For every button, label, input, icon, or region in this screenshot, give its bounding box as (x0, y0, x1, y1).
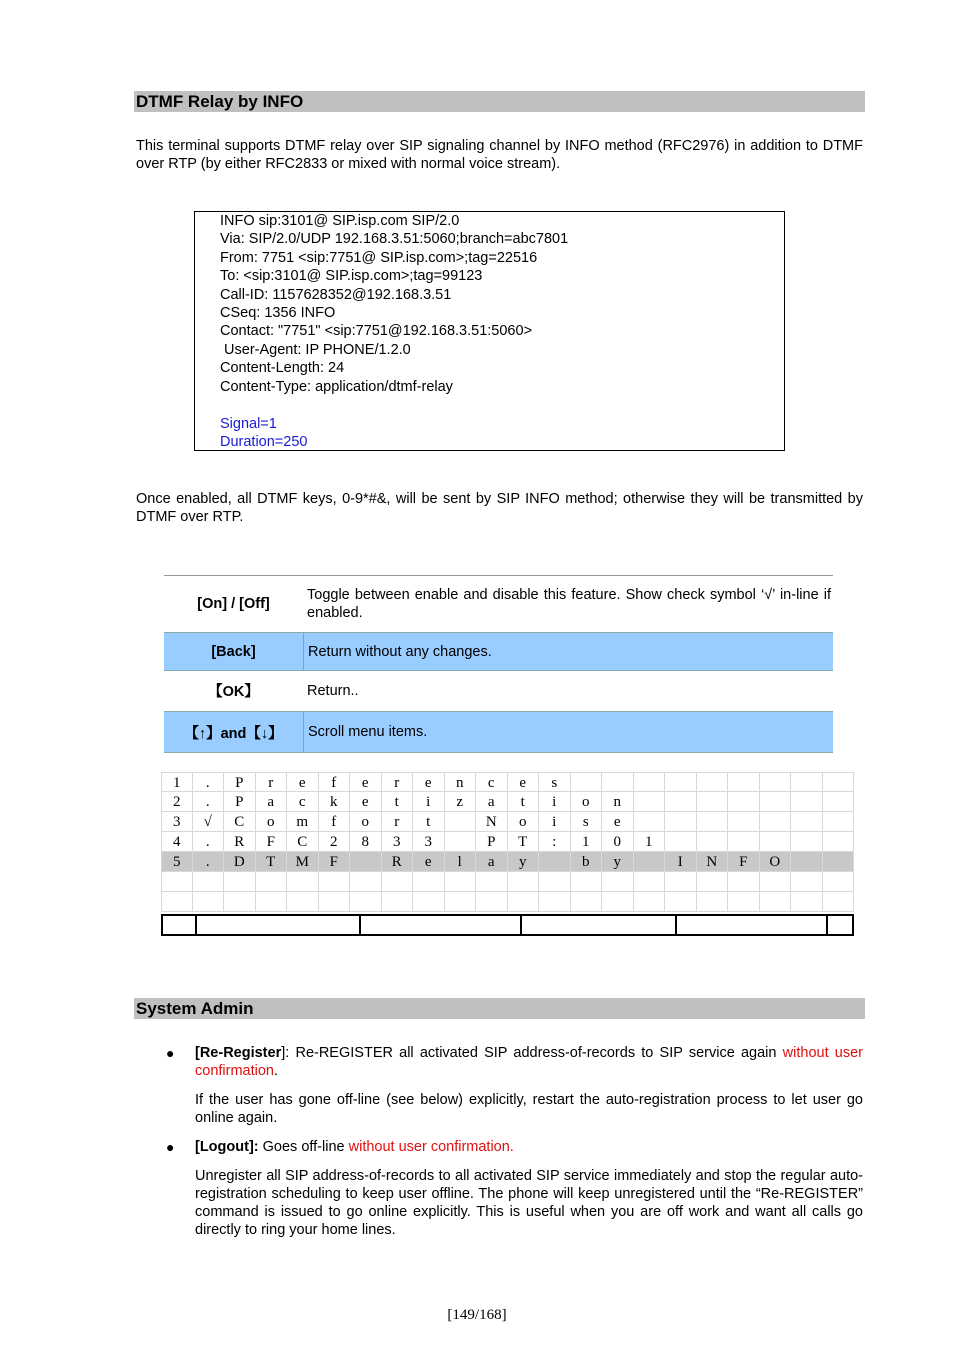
lcd-char-cell: f (319, 812, 351, 832)
lcd-char-cell: o (350, 812, 382, 832)
lcd-char-cell: e (287, 772, 319, 792)
lcd-char-cell: √ (193, 812, 225, 832)
lcd-char-cell (539, 872, 571, 892)
lcd-char-cell: C (287, 832, 319, 852)
lcd-char-cell: T (256, 852, 288, 872)
sip-line: Content-Length: 24 (220, 360, 345, 376)
lcd-char-cell: . (193, 792, 225, 812)
lcd-char-cell: k (319, 792, 351, 812)
lcd-char-cell: t (508, 792, 540, 812)
lcd-char-cell: o (508, 812, 540, 832)
lcd-char-cell: 3 (161, 812, 193, 832)
item-label: [Logout]: (195, 1139, 259, 1155)
lcd-char-cell: o (256, 812, 288, 832)
bullet-icon: ● (166, 1139, 175, 1155)
lcd-char-cell (697, 832, 729, 852)
lcd-char-cell (571, 772, 603, 792)
lcd-char-cell: 0 (602, 832, 634, 852)
lcd-char-cell: 2 (161, 792, 193, 812)
lcd-char-cell (224, 892, 256, 912)
lcd-char-cell (791, 872, 823, 892)
lcd-softkey-bar (161, 914, 854, 936)
section-title-dtmf-relay: DTMF Relay by INFO (134, 91, 865, 112)
lcd-char-cell (728, 872, 760, 892)
option-key: 【OK】 (208, 684, 259, 700)
lcd-char-cell (760, 772, 792, 792)
sip-line: Contact: "7751" <sip:7751@192.168.3.51:5060> (220, 323, 533, 339)
lcd-char-cell (350, 892, 382, 912)
lcd-char-cell (665, 872, 697, 892)
lcd-char-cell: c (476, 772, 508, 792)
lcd-char-cell (161, 872, 193, 892)
lcd-char-cell (161, 892, 193, 912)
lcd-char-cell: a (476, 852, 508, 872)
lcd-char-cell (728, 892, 760, 912)
lcd-char-cell: t (413, 812, 445, 832)
lcd-char-cell: c (287, 792, 319, 812)
page-number: [149/168] (447, 1307, 507, 1323)
option-desc: Return without any changes. (308, 643, 492, 660)
item-end: . (273, 1063, 279, 1079)
lcd-char-cell: N (476, 812, 508, 832)
lcd-char-cell: 2 (319, 832, 351, 852)
lcd-char-cell (602, 772, 634, 792)
lcd-char-cell (791, 812, 823, 832)
lcd-char-cell: C (224, 812, 256, 832)
option-row-back (164, 632, 833, 671)
lcd-char-cell (634, 892, 666, 912)
lcd-char-cell: O (760, 852, 792, 872)
lcd-char-cell: D (224, 852, 256, 872)
lcd-char-cell: b (571, 852, 603, 872)
lcd-char-cell (634, 812, 666, 832)
lcd-char-cell: r (382, 812, 414, 832)
lcd-char-cell (634, 852, 666, 872)
lcd-char-cell (413, 892, 445, 912)
bullet-icon: ● (166, 1045, 175, 1061)
lcd-char-cell (697, 872, 729, 892)
lcd-char-cell (791, 832, 823, 852)
lcd-char-cell (823, 892, 855, 912)
item-label: [Re-Register (195, 1045, 282, 1061)
sip-line: INFO sip:3101@ SIP.isp.com SIP/2.0 (220, 213, 460, 229)
lcd-char-cell: P (224, 772, 256, 792)
lcd-char-cell: : (539, 832, 571, 852)
lcd-char-cell (319, 892, 351, 912)
lcd-char-cell (760, 812, 792, 832)
logout-item (195, 1138, 863, 1156)
lcd-char-cell (760, 792, 792, 812)
section-title-system-admin: System Admin (134, 998, 865, 1019)
lcd-char-cell (728, 832, 760, 852)
lcd-char-cell: . (193, 772, 225, 792)
lcd-char-cell: y (602, 852, 634, 872)
re-register-detail: If the user has gone off-line (see below) explicitly, restart the auto-registration process to let user go online again. (195, 1092, 863, 1126)
item-text: : Re-REGISTER all activated SIP address-of-records to SIP service again (285, 1045, 783, 1061)
lcd-char-cell (193, 872, 225, 892)
lcd-char-cell (602, 872, 634, 892)
lcd-char-cell: m (287, 812, 319, 832)
option-key: [On] / [Off] (197, 596, 270, 612)
lcd-char-cell: e (413, 772, 445, 792)
lcd-char-cell (823, 772, 855, 792)
lcd-char-cell (413, 872, 445, 892)
sip-line: CSeq: 1356 INFO (220, 305, 336, 321)
lcd-char-cell (697, 892, 729, 912)
lcd-char-cell (476, 872, 508, 892)
option-key: [Back] (164, 633, 304, 670)
lcd-menu-display (161, 772, 854, 936)
lcd-char-cell: I (665, 852, 697, 872)
lcd-char-cell: F (319, 852, 351, 872)
lcd-char-cell (445, 832, 477, 852)
sip-line: From: 7751 <sip:7751@ SIP.isp.com>;tag=22516 (220, 250, 538, 266)
lcd-char-cell (665, 832, 697, 852)
option-row-on-off (164, 577, 833, 631)
lcd-char-cell (602, 892, 634, 912)
lcd-char-cell (634, 792, 666, 812)
lcd-char-cell (319, 872, 351, 892)
lcd-char-cell: T (508, 832, 540, 852)
lcd-char-cell (728, 812, 760, 832)
lcd-char-cell (571, 892, 603, 912)
lcd-char-cell: s (539, 772, 571, 792)
lcd-char-cell (224, 872, 256, 892)
lcd-char-cell (665, 792, 697, 812)
lcd-char-cell: i (539, 812, 571, 832)
lcd-char-cell (791, 852, 823, 872)
lcd-char-cell (791, 792, 823, 812)
item-label-tail: ] (281, 1045, 286, 1061)
lcd-char-cell (697, 792, 729, 812)
lcd-char-cell: . (193, 852, 225, 872)
option-key: 【↑】and【↓】 (164, 712, 304, 752)
lcd-char-cell (445, 892, 477, 912)
lcd-char-cell (728, 772, 760, 792)
intro-paragraph: This terminal supports DTMF relay over SIP signaling channel by INFO method (RFC2976) in addition to DTMF over RTP (by either RFC2833 or mixed with normal voice stream). (136, 138, 863, 172)
lcd-char-cell: o (571, 792, 603, 812)
sip-message-box (194, 211, 785, 451)
lcd-char-cell: e (508, 772, 540, 792)
lcd-char-cell (760, 832, 792, 852)
item-text: Goes off-line (258, 1139, 349, 1155)
sip-line: To: <sip:3101@ SIP.isp.com>;tag=99123 (220, 268, 483, 284)
lcd-char-cell (697, 772, 729, 792)
lcd-char-cell: r (256, 772, 288, 792)
lcd-char-cell: F (256, 832, 288, 852)
lcd-char-cell (193, 892, 225, 912)
lcd-char-cell (823, 812, 855, 832)
lcd-char-cell: 1 (634, 832, 666, 852)
lcd-char-cell (539, 892, 571, 912)
lcd-char-cell (571, 872, 603, 892)
lcd-char-cell (256, 872, 288, 892)
lcd-char-cell (350, 872, 382, 892)
item-red-text: without user confirmation (195, 1045, 863, 1079)
logout-detail: Unregister all SIP address-of-records to all activated SIP service immediately and stop the regular auto-registration scheduling to keep user offline. The phone will keep unregistered until the “Re-REGISTER” command is issued to go online explicitly. This is useful when you are off work and want all calls go directly to ring your home lines. (195, 1168, 863, 1238)
lcd-char-cell (760, 872, 792, 892)
re-register-item (195, 1044, 863, 1080)
lcd-char-cell (697, 812, 729, 832)
lcd-char-cell: R (224, 832, 256, 852)
item-red-text: without user confirmation. (348, 1139, 514, 1155)
lcd-char-cell (508, 892, 540, 912)
lcd-char-cell: 3 (413, 832, 445, 852)
lcd-char-cell: 1 (571, 832, 603, 852)
sip-line: Content-Type: application/dtmf-relay (220, 379, 453, 395)
lcd-char-cell: a (256, 792, 288, 812)
option-desc: Scroll menu items. (308, 724, 428, 740)
note-paragraph: Once enabled, all DTMF keys, 0-9*#&, will be sent by SIP INFO method; otherwise they will be transmitted by DTMF over RTP. (136, 491, 863, 525)
lcd-char-cell (665, 772, 697, 792)
lcd-char-cell: a (476, 792, 508, 812)
lcd-char-cell: P (476, 832, 508, 852)
lcd-char-cell (823, 852, 855, 872)
lcd-char-cell (508, 872, 540, 892)
lcd-char-cell (382, 892, 414, 912)
lcd-char-cell (728, 792, 760, 812)
option-desc: Return.. (307, 682, 359, 699)
lcd-char-cell: e (350, 772, 382, 792)
lcd-char-cell: n (602, 792, 634, 812)
lcd-char-cell: s (571, 812, 603, 832)
lcd-char-cell (665, 812, 697, 832)
lcd-char-cell: y (508, 852, 540, 872)
lcd-char-cell: 5 (161, 852, 193, 872)
lcd-char-cell: 1 (161, 772, 193, 792)
lcd-char-cell (287, 892, 319, 912)
lcd-char-cell (445, 812, 477, 832)
lcd-char-cell: P (224, 792, 256, 812)
sip-line: Call-ID: 1157628352@192.168.3.51 (220, 287, 452, 303)
sip-line: User-Agent: IP PHONE/1.2.0 (220, 342, 411, 358)
lcd-char-cell: f (319, 772, 351, 792)
lcd-char-cell: e (350, 792, 382, 812)
lcd-char-cell (634, 872, 666, 892)
lcd-char-cell (791, 892, 823, 912)
lcd-char-cell: . (193, 832, 225, 852)
lcd-char-cell (823, 792, 855, 812)
sip-body-line: Signal=1 (220, 416, 277, 432)
lcd-char-cell (256, 892, 288, 912)
lcd-char-cell (287, 872, 319, 892)
lcd-char-cell: z (445, 792, 477, 812)
lcd-char-cell (445, 872, 477, 892)
lcd-char-cell: N (697, 852, 729, 872)
lcd-char-cell (823, 832, 855, 852)
lcd-char-cell (823, 872, 855, 892)
option-row-ok (164, 671, 833, 710)
lcd-char-cell: R (382, 852, 414, 872)
lcd-char-cell: t (382, 792, 414, 812)
lcd-char-cell: e (413, 852, 445, 872)
lcd-char-cell: 8 (350, 832, 382, 852)
lcd-char-cell: i (539, 792, 571, 812)
lcd-char-cell: 3 (382, 832, 414, 852)
lcd-char-cell: r (382, 772, 414, 792)
lcd-char-cell: n (445, 772, 477, 792)
lcd-char-cell (760, 892, 792, 912)
option-desc: Toggle between enable and disable this feature. Show check symbol ‘√’ in-line if enabled. (307, 587, 831, 621)
lcd-char-cell: 4 (161, 832, 193, 852)
lcd-char-cell: e (602, 812, 634, 832)
sip-line: Via: SIP/2.0/UDP 192.168.3.51:5060;branch=abc7801 (220, 231, 569, 247)
lcd-char-cell (665, 892, 697, 912)
lcd-char-cell: F (728, 852, 760, 872)
lcd-char-cell (476, 892, 508, 912)
lcd-char-cell: l (445, 852, 477, 872)
option-row-scroll (164, 711, 833, 753)
options-top-rule (164, 575, 833, 576)
lcd-char-cell: i (413, 792, 445, 812)
sip-body-line: Duration=250 (220, 434, 308, 450)
lcd-char-cell: M (287, 852, 319, 872)
lcd-char-cell (350, 852, 382, 872)
lcd-char-cell (539, 852, 571, 872)
lcd-char-cell (791, 772, 823, 792)
lcd-char-cell (634, 772, 666, 792)
lcd-char-cell (382, 872, 414, 892)
